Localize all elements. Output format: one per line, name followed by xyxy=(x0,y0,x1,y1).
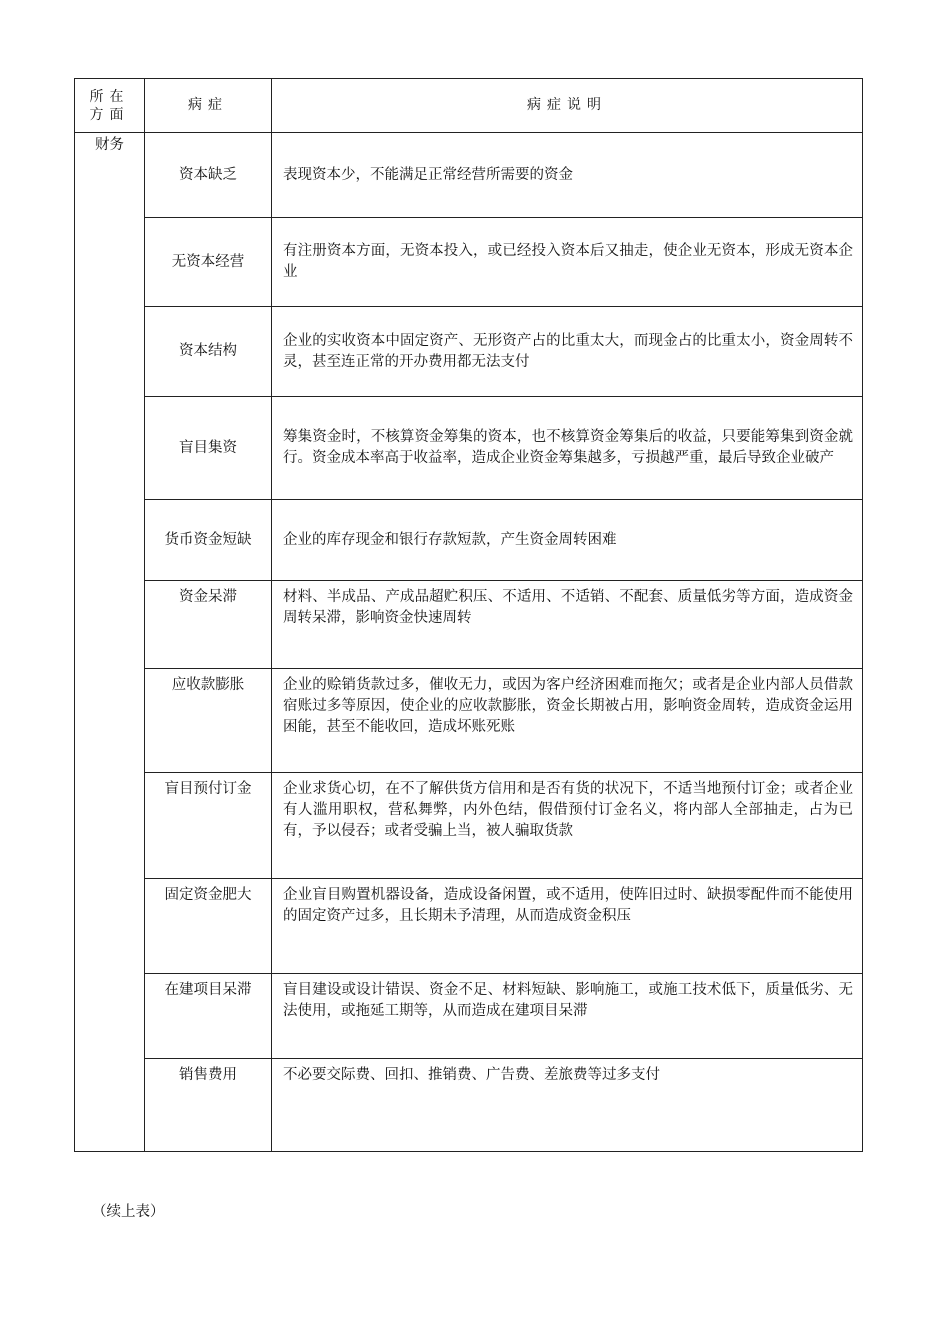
header-aspect xyxy=(75,79,145,133)
symptom-cell: 销售费用 xyxy=(145,1059,272,1152)
header-description: 病症说明 xyxy=(272,79,863,133)
description-cell: 表现资本少，不能满足正常经营所需要的资金 xyxy=(272,133,863,218)
description-cell: 材料、半成品、产成品超贮积压、不适用、不适销、不配套、质量低劣等方面，造成资金周转呆滞，影响资金快速周转 xyxy=(272,581,863,669)
symptom-cell: 固定资金肥大 xyxy=(145,879,272,974)
symptom-cell: 无资本经营 xyxy=(145,218,272,307)
table-row xyxy=(75,1059,863,1152)
table-row xyxy=(75,879,863,974)
aspect-cell: 财务 xyxy=(75,133,145,1152)
header-aspect-line1: 所在 xyxy=(89,88,130,105)
description-cell: 不必要交际费、回扣、推销费、广告费、差旅费等过多支付 xyxy=(272,1059,863,1152)
symptom-cell: 资金呆滞 xyxy=(145,581,272,669)
description-cell: 企业的赊销货款过多，催收无力，或因为客户经济困难而拖欠；或者是企业内部人员借款宿账过多等原因，使企业的应收款膨胀，资金长期被占用，影响资金周转，造成资金运用困能，甚至不能收回，造成坏账死账 xyxy=(272,669,863,773)
table-row xyxy=(75,500,863,581)
symptom-cell: 应收款膨胀 xyxy=(145,669,272,773)
header-symptom: 病症 xyxy=(145,79,272,133)
symptom-cell: 在建项目呆滞 xyxy=(145,974,272,1059)
table-row xyxy=(75,307,863,397)
table-row xyxy=(75,773,863,879)
continued-note: （续上表） xyxy=(92,1204,165,1220)
description-cell: 企业求货心切，在不了解供货方信用和是否有货的状况下，不适当地预付订金；或者企业有人滥用职权，营私舞弊，内外色结，假借预付订金名义，将内部人全部抽走，占为已有，予以侵吞；或者受骗上当，被人骗取货款 xyxy=(272,773,863,879)
description-cell: 企业的库存现金和银行存款短款，产生资金周转困难 xyxy=(272,500,863,581)
header-aspect-line2: 方面 xyxy=(89,106,130,123)
description-cell: 企业盲目购置机器设备，造成设备闲置，或不适用，使阵旧过时、缺损零配件而不能使用的固定资产过多，且长期未予清理，从而造成资金积压 xyxy=(272,879,863,974)
description-cell: 企业的实收资本中固定资产、无形资产占的比重太大，而现金占的比重太小，资金周转不灵，甚至连正常的开办费用都无法支付 xyxy=(272,307,863,397)
description-cell: 筹集资金时，不核算资金筹集的资本，也不核算资金筹集后的收益，只要能筹集到资金就行。资金成本率高于收益率，造成企业资金筹集越多，亏损越严重，最后导致企业破产 xyxy=(272,397,863,500)
table-row xyxy=(75,581,863,669)
table-header-row xyxy=(75,79,863,133)
table-row xyxy=(75,397,863,500)
symptom-cell: 资本结构 xyxy=(145,307,272,397)
symptom-cell: 盲目预付订金 xyxy=(145,773,272,879)
description-cell: 盲目建设或设计错误、资金不足、材料短缺、影响施工，或施工技术低下，质量低劣、无法使用，或拖延工期等，从而造成在建项目呆滞 xyxy=(272,974,863,1059)
description-cell: 有注册资本方面，无资本投入，或已经投入资本后又抽走，使企业无资本，形成无资本企业 xyxy=(272,218,863,307)
symptom-cell: 货币资金短缺 xyxy=(145,500,272,581)
table-row xyxy=(75,974,863,1059)
symptom-cell: 盲目集资 xyxy=(145,397,272,500)
symptom-cell: 资本缺乏 xyxy=(145,133,272,218)
table-row xyxy=(75,218,863,307)
table-row xyxy=(75,133,863,218)
table-row xyxy=(75,669,863,773)
symptom-table xyxy=(74,78,863,1152)
